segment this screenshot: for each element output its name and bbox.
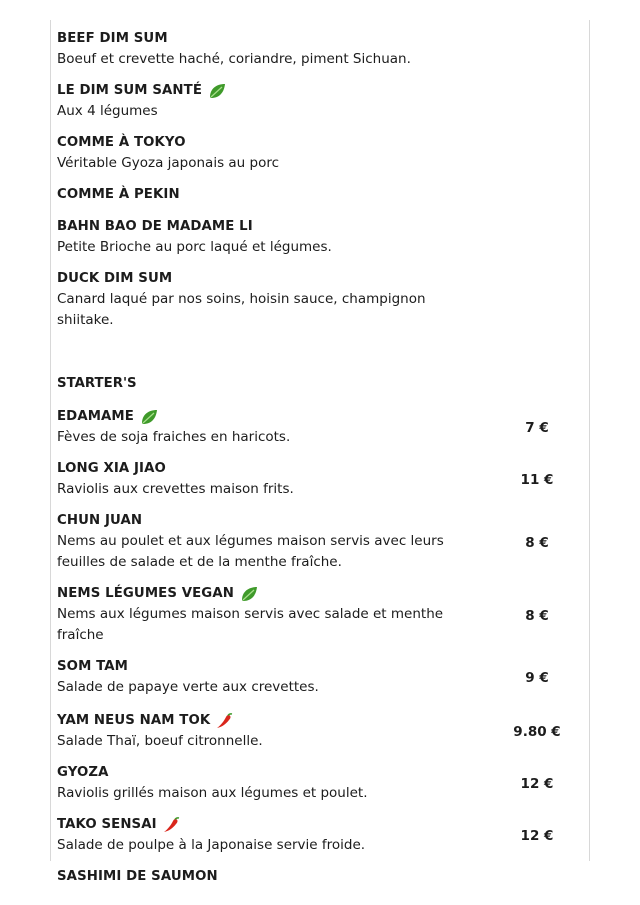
menu-item-comme-a-tokyo — [57, 134, 577, 174]
item-name: TAKO SENSAI — [57, 816, 577, 834]
menu-item-dim-sum-sante — [57, 82, 577, 122]
item-description: Véritable Gyoza japonais au porc — [57, 155, 280, 171]
menu-item-gyoza — [57, 764, 577, 804]
menu-item-beef-dim-sum — [57, 30, 577, 70]
item-price: 12 € — [520, 828, 554, 844]
menu-item-edamame — [57, 408, 577, 448]
item-name: NEMS LÉGUMES VEGAN — [57, 585, 577, 603]
item-name: CHUN JUAN — [57, 513, 143, 528]
menu-item-tako-sensai — [57, 816, 577, 856]
item-price: 8 € — [525, 607, 549, 624]
item-description: Canard laqué par nos soins, hoisin sauce, champignon shiitake. — [57, 291, 426, 328]
item-description: Nems aux légumes maison servis avec salade et menthe fraîche — [57, 606, 444, 643]
item-name: DUCK DIM SUM — [57, 271, 173, 286]
item-description: Petite Brioche au porc laqué et légumes. — [57, 239, 332, 255]
menu-item-chun-juan — [57, 512, 577, 573]
item-name: BAHN BAO DE MADAME LI — [57, 219, 253, 234]
item-price: 9.80 € — [513, 724, 561, 740]
menu-item-long-xia-jiao — [57, 460, 577, 500]
chili-icon — [215, 713, 233, 729]
item-description: Salade Thaï, boeuf citronnelle. — [57, 733, 263, 749]
item-description: Raviolis aux crevettes maison frits. — [57, 481, 294, 497]
item-description: Fèves de soja fraiches en haricots. — [57, 429, 291, 445]
item-description: Salade de papaye verte aux crevettes. — [57, 679, 319, 695]
left-border-line — [50, 20, 51, 861]
item-description: Boeuf et crevette haché, coriandre, piment Sichuan. — [57, 51, 411, 67]
item-name: LONG XIA JIAO — [57, 461, 166, 476]
item-price: 8 € — [525, 534, 549, 551]
menu-item-comme-a-pekin — [57, 186, 577, 204]
item-description: Nems au poulet et aux légumes maison servis avec leurs feuilles de salade et de la menthe fraîche. — [57, 533, 444, 570]
item-name: YAM NEUS NAM TOK — [57, 712, 577, 730]
leaf-icon — [240, 586, 258, 602]
item-name: COMME À PEKIN — [57, 187, 180, 202]
item-price: 12 € — [520, 776, 554, 792]
leaf-icon — [140, 409, 158, 425]
menu-content — [57, 30, 577, 886]
menu-item-som-tam — [57, 658, 577, 698]
menu-item-sashimi-de-saumon — [57, 868, 577, 886]
section-title-starters: STARTER'S — [57, 376, 137, 391]
item-name: LE DIM SUM SANTÉ — [57, 82, 577, 100]
menu-item-bahn-bao — [57, 218, 577, 258]
item-name: COMME À TOKYO — [57, 135, 186, 150]
item-description: Raviolis grillés maison aux légumes et poulet. — [57, 785, 368, 801]
item-price: 11 € — [520, 472, 554, 488]
menu-item-nems-legumes-vegan — [57, 585, 577, 646]
item-name: SOM TAM — [57, 659, 129, 674]
item-description: Aux 4 légumes — [57, 103, 158, 119]
item-price: 9 € — [525, 670, 549, 686]
item-description: Salade de poulpe à la Japonaise servie froide. — [57, 837, 366, 853]
item-name: SASHIMI DE SAUMON — [57, 869, 218, 884]
item-name: BEEF DIM SUM — [57, 31, 168, 46]
chili-icon — [162, 817, 180, 833]
menu-item-duck-dim-sum — [57, 270, 577, 331]
right-border-line — [589, 20, 590, 861]
leaf-icon — [208, 83, 226, 99]
item-name: EDAMAME — [57, 408, 577, 426]
menu-item-yam-neus-nam-tok — [57, 712, 577, 752]
item-price: 7 € — [525, 420, 549, 436]
item-name: GYOZA — [57, 765, 109, 780]
